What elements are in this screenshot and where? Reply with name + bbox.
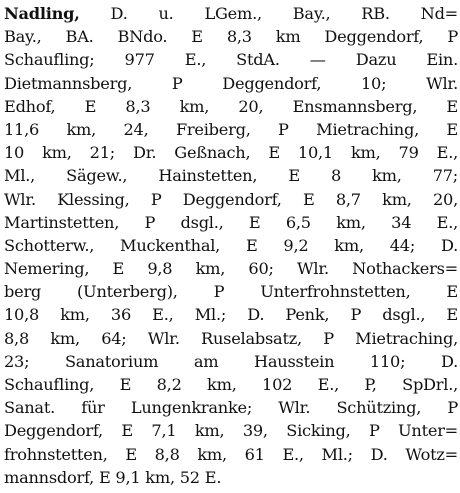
entry-line: mannsdorf, E 9,1 km, 52 E. [4, 467, 222, 487]
entry-line: Schaufling, E 8,2 km, 102 E., P, SpDrl., [4, 375, 458, 394]
entry-line: Wlr. Klessing, P Deggendorf, E 8,7 km, 20, [4, 189, 458, 209]
entry-line: Martinstetten, P dsgl., E 6,5 km, 34 E., [4, 212, 458, 232]
entry-line: Bay., BA. BNdo. E 8,3 km Deggendorf, P [4, 27, 458, 47]
entry-line-text: D. u. LGem., Bay., RB. Nd= [79, 4, 458, 23]
gazetteer-entry [4, 2, 458, 491]
entry-line: Edhof, E 8,3 km, 20, Ensmannsberg, E [4, 96, 458, 116]
entry-line: 23; Sanatorium am Hausstein 110; D. [4, 351, 458, 371]
entry-line: 8,8 km, 64; Wlr. Ruselabsatz, P Mietraching, [4, 328, 458, 348]
entry-line: Sanat. für Lungenkranke; Wlr. Schützing, P [4, 398, 458, 418]
entry-line: 11,6 km, 24, Freiberg, P Mietraching, E [4, 119, 458, 139]
entry-line: berg (Unterberg), P Unterfrohnstetten, E [4, 282, 458, 302]
entry-line: Schaufling; 977 E., StdA. — Dazu Ein. [4, 50, 458, 70]
entry-line: Schotterw., Muckenthal, E 9,2 km, 44; D. [4, 235, 458, 255]
entry-line: 10 km, 21; Dr. Geßnach, E 10,1 km, 79 E., [4, 143, 458, 163]
entry-line [4, 2, 458, 25]
entry-line: Deggendorf, E 7,1 km, 39, Sicking, P Unter= [4, 421, 458, 441]
entry-headword: Nadling, [4, 4, 80, 23]
entry-line: frohnstetten, E 8,8 km, 61 E., Ml.; D. Wotz= [4, 444, 458, 464]
entry-line: Dietmannsberg, P Deggendorf, 10; Wlr. [4, 73, 458, 93]
entry-line: 10,8 km, 36 E., Ml.; D. Penk, P dsgl., E [4, 305, 458, 325]
entry-line: Ml., Sägew., Hainstetten, E 8 km, 77; [4, 166, 458, 186]
entry-line: Nemering, E 9,8 km, 60; Wlr. Nothackers= [4, 259, 458, 279]
